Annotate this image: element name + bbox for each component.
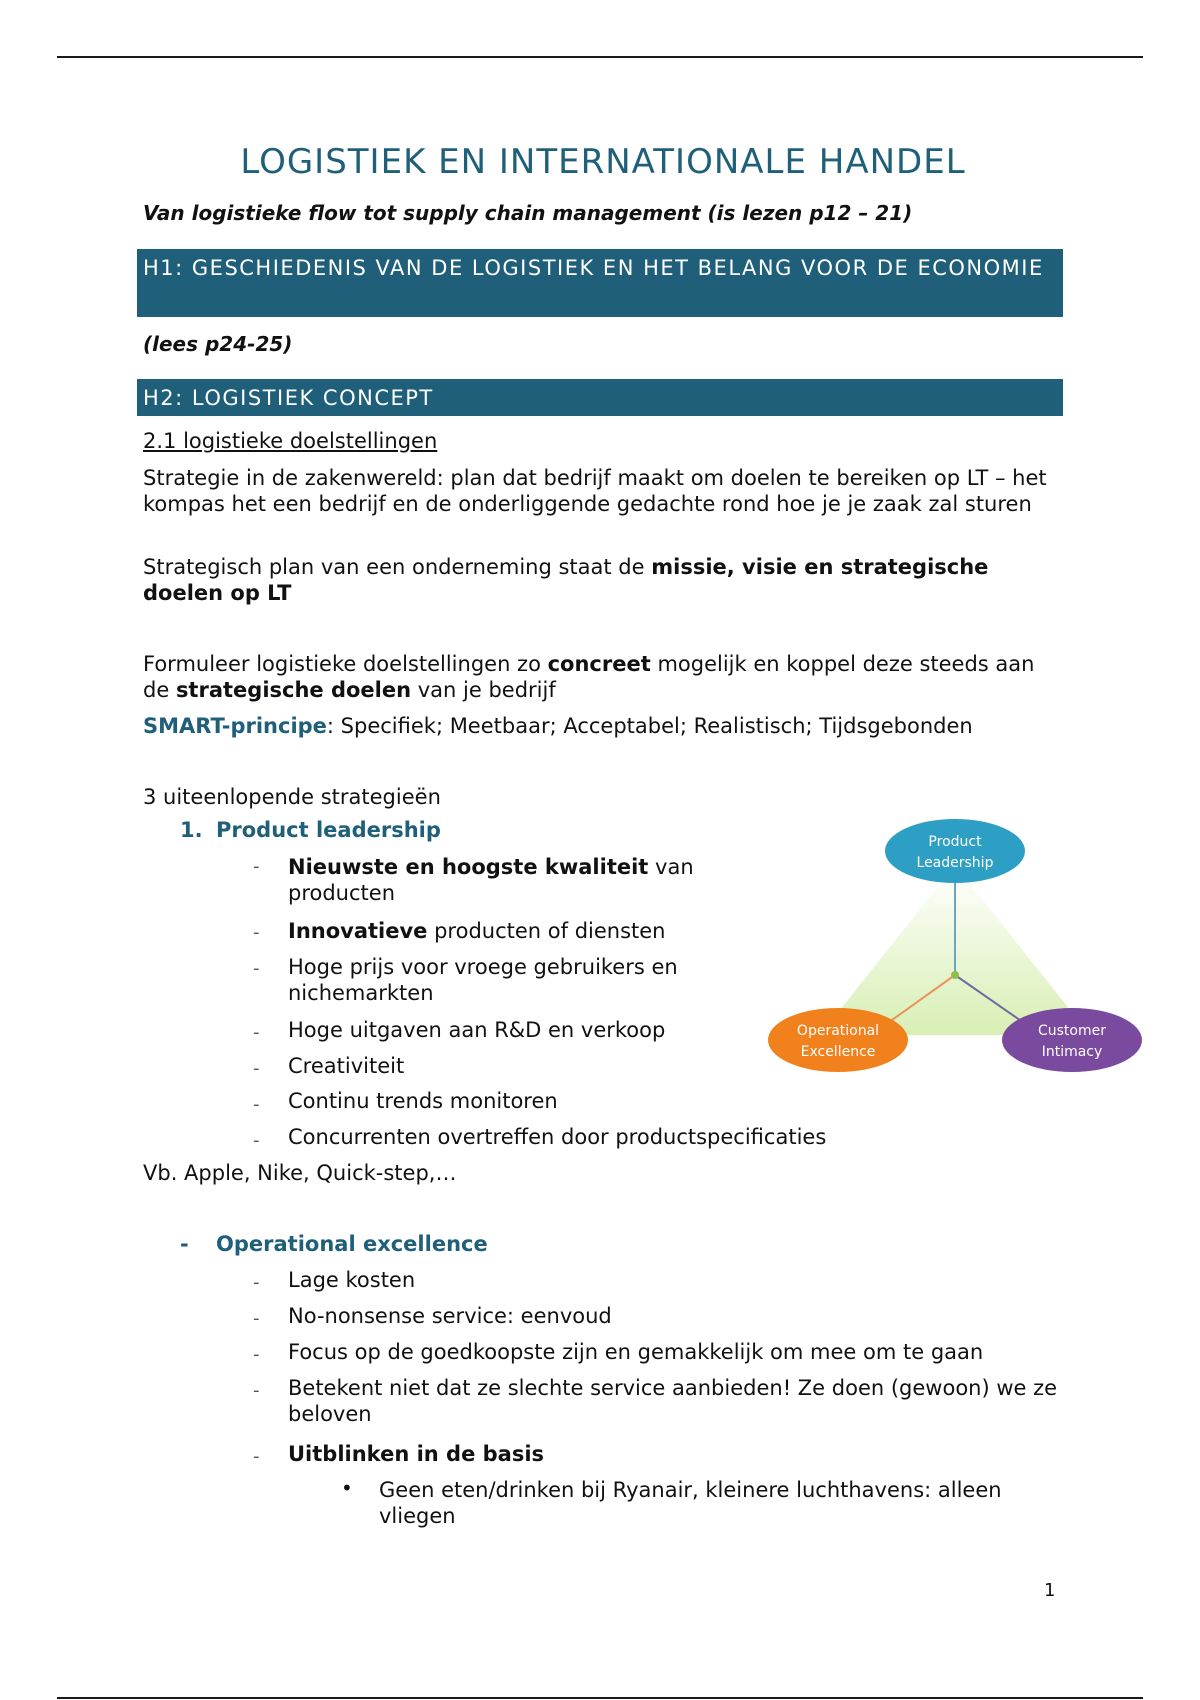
list-dash: - [253,1058,260,1079]
s2-item-2: No-nonsense service: eenvoud [288,1304,612,1328]
diagram-node-right-line1: Customer [1037,1023,1107,1039]
list-dash: - [253,1094,260,1115]
document-subtitle: Van logistieke flow tot supply chain management (is lezen p12 – 21) [143,201,913,225]
list-dash: - [253,1130,260,1151]
list-dash: - [253,1308,260,1329]
diagram-node-right-line2: Intimacy [1041,1044,1103,1060]
list-dash: - [253,1344,260,1365]
bottom-rule [57,1697,1143,1699]
plan-bold: missie, visie en strategische doelen op LT [143,555,989,605]
paragraph-smart [143,713,1063,739]
s1-item-7: Concurrenten overtreffen door productspecificaties [288,1125,827,1149]
plan-text: Strategisch plan van een onderneming staat de [143,555,652,579]
top-rule [57,56,1143,58]
strategies-intro: 3 uiteenlopende strategieën [143,785,441,809]
strategy-1-title: Product leadership [216,818,441,842]
diagram-node-left-line2: Excellence [800,1044,876,1060]
s2-item-1: Lage kosten [288,1268,416,1292]
sub-bullet: • [341,1476,353,1500]
strategy-1-number: 1. [180,818,203,842]
diagram-node-left [768,1008,908,1072]
diagram-node-right [1002,1008,1142,1072]
list-dash: - [253,958,260,979]
s1-item-2-rest: producten of diensten [427,919,666,943]
paragraph-strategic-plan [143,554,1063,606]
list-dash: - [253,856,260,877]
form-text-2: mogelijk en koppel deze steeds aan de [143,652,1035,702]
diagram-node-top-line1: Product [928,834,982,850]
heading-h1: H1: GESCHIEDENIS VAN DE LOGISTIEK EN HET BELANG VOOR DE ECONOMIE [137,249,1063,317]
s1-item-2-bold: Innovatieve [288,919,428,943]
page-number: 1 [1044,1580,1056,1601]
diagram-center-dot [951,971,959,979]
form-bold-1: concreet [547,652,651,676]
section-heading-2-1: 2.1 logistieke doelstellingen [143,429,438,453]
smart-label: SMART-principe [143,714,327,738]
s1-item-4: Hoge uitgaven aan R&D en verkoop [288,1018,666,1042]
s1-item-1 [288,854,728,906]
strategy-2-title: Operational excellence [216,1232,488,1256]
strategy-triangle-diagram [765,815,1145,1075]
form-bold-2: strategische doelen [175,678,412,702]
document-title: LOGISTIEK EN INTERNATIONALE HANDEL [240,142,966,182]
strategy-2-marker: - [180,1232,189,1256]
diagram-node-top [885,819,1025,883]
form-text-1: Formuleer logistieke doelstellingen zo [143,652,548,676]
s2-item-3: Focus op de goedkoopste zijn en gemakkelijk om mee om te gaan [288,1340,984,1364]
diagram-node-left-line1: Operational [796,1023,880,1039]
h1-note: (lees p24-25) [143,332,293,356]
s2-item-5: Uitblinken in de basis [288,1442,545,1466]
diagram-node-top-line2: Leadership [916,855,994,871]
list-dash: - [253,1022,260,1043]
s1-item-3: Hoge prijs voor vroege gebruikers en nichemarkten [288,955,678,1005]
list-dash: - [253,1272,260,1293]
list-dash: - [253,1446,260,1467]
paragraph-formulate [143,651,1063,703]
s2-item-5-sub: Geen eten/drinken bij Ryanair, kleinere luchthavens: alleen vliegen [379,1478,1002,1528]
s1-item-2 [288,918,666,944]
list-dash: - [253,1380,260,1401]
s2-item-4: Betekent niet dat ze slechte service aanbieden! Ze doen (gewoon) we ze beloven [288,1376,1058,1426]
s1-item-1-rest: van producten [288,855,694,905]
smart-text: : Specifiek; Meetbaar; Acceptabel; Realistisch; Tijdsgebonden [326,714,973,738]
heading-h2: H2: LOGISTIEK CONCEPT [137,379,1063,416]
s1-example: Vb. Apple, Nike, Quick-step,… [143,1161,457,1185]
paragraph-strategy: Strategie in de zakenwereld: plan dat bedrijf maakt om doelen te bereiken op LT – het kompas het een bedrijf en de onderliggende gedachte rond hoe je je zaak zal sturen [143,466,1047,516]
s1-item-1-bold: Nieuwste en hoogste kwaliteit [288,855,649,879]
list-dash: - [253,922,260,943]
s1-item-6: Continu trends monitoren [288,1089,558,1113]
form-text-3: van je bedrijf [411,678,556,702]
s1-item-5: Creativiteit [288,1054,405,1078]
